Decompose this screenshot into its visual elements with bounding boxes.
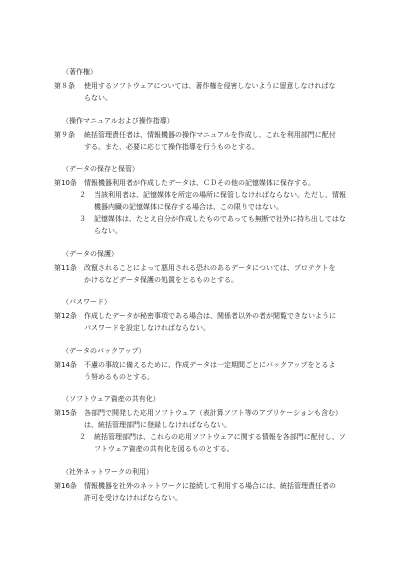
article-section <box>54 298 372 334</box>
text-line: する。また、必要に応じて操作指導を行うものとする。 <box>84 142 259 151</box>
article-number: 第10条 <box>54 179 77 187</box>
text-line: は、統括管理部門に登録しなければならない。 <box>84 421 231 429</box>
article-section <box>54 395 372 455</box>
paragraph-text <box>94 213 372 237</box>
sub-paragraph <box>54 213 372 237</box>
text-line: 当該利用者は、記憶媒体を所定の場所に保管しなければならない。ただし、情報 <box>94 191 346 199</box>
article-text <box>84 480 372 504</box>
article-text <box>84 80 372 104</box>
article-clause <box>54 480 372 504</box>
article-text <box>84 177 372 189</box>
article-heading: （社外ネットワークの利用） <box>62 467 153 476</box>
article-section <box>54 250 372 286</box>
article-heading: （著作権） <box>62 68 97 76</box>
article-text <box>84 129 372 153</box>
text-line: らない。 <box>94 227 122 235</box>
text-line: 情報機器を社外のネットワークに接続して利用する場合には、統括管理責任者の <box>84 481 336 490</box>
article-heading: （ソフトウェア資産の共有化） <box>62 395 160 403</box>
article-heading: （操作マニュアルおよび操作指導） <box>62 116 174 125</box>
text-line: 不慮の事故に備えるために、作成データは一定期間ごとにバックアップをとるよ <box>84 360 336 369</box>
article-number: 第14条 <box>54 360 77 369</box>
text-line: 許可を受けなければならない。 <box>84 493 182 502</box>
article-text <box>84 359 372 383</box>
article-heading: （データの保存と保管） <box>62 165 139 173</box>
text-line: 改竄されることによって悪用される恐れのあるデータについては、プロテクトを <box>84 263 336 272</box>
paragraph-text <box>94 189 372 213</box>
article-clause <box>54 359 372 383</box>
text-line: パスワードを設定しなければならない。 <box>84 324 210 332</box>
paragraph-text <box>94 431 372 455</box>
text-line: らない。 <box>84 94 112 102</box>
article-section <box>54 68 372 104</box>
article-section <box>54 468 372 504</box>
article-clause <box>54 407 372 431</box>
regulations-body <box>54 68 372 516</box>
text-line: 統括管理部門は、これらの応用ソフトウェアに関する情報を各部門に配付し、ソ <box>94 433 346 441</box>
text-line: う努めるものとする。 <box>84 372 154 381</box>
text-line: 作成したデータが秘密事項である場合は、関係者以外の者が閲覧できないように <box>84 312 336 320</box>
article-clause <box>54 310 372 334</box>
article-number: 第15条 <box>54 409 77 417</box>
article-heading: （パスワード） <box>62 298 111 306</box>
article-text <box>84 262 372 286</box>
text-line: 機器内臓の記憶媒体に保存する場合は、この限りではない。 <box>94 203 283 211</box>
article-number: 第16条 <box>54 481 77 490</box>
article-number: 第11条 <box>54 263 77 272</box>
article-clause <box>54 129 372 153</box>
text-line: かけるなどデータ保護の処置をとるものとする。 <box>84 275 238 284</box>
text-line: 使用するソフトウェアについては、著作権を侵害しないように留意しなければな <box>84 82 336 90</box>
article-clause <box>54 80 372 104</box>
article-section <box>54 117 372 153</box>
article-clause <box>54 262 372 286</box>
text-line: 記憶媒体は、たとえ自分が作成したものであっても無断で社外に持ち出してはな <box>94 215 346 223</box>
sub-paragraph <box>54 431 372 455</box>
article-heading: （データの保護） <box>62 249 118 258</box>
article-number: 第９条 <box>54 130 75 139</box>
article-number: 第12条 <box>54 312 77 320</box>
article-section <box>54 347 372 383</box>
article-clause <box>54 177 372 189</box>
sub-paragraph <box>54 189 372 213</box>
text-line: 各部門で開発した応用ソフトウェア（表計算ソフト等のアプリケーションも含む） <box>84 409 343 417</box>
text-line: フトウェア資産の共有化を図るものとする。 <box>94 445 234 453</box>
article-text <box>84 407 372 431</box>
article-section <box>54 165 372 237</box>
text-line: 統括管理責任者は、情報機器の操作マニュアルを作成し、これを利用部門に配付 <box>84 130 336 139</box>
paragraph-number: ２ <box>79 191 86 199</box>
paragraph-number: ２ <box>79 433 86 441</box>
text-line: 情報機器利用者が作成したデータは、ＣＤその他の記憶媒体に保存する。 <box>84 179 315 187</box>
article-heading: （データのバックアップ） <box>62 346 146 355</box>
article-text <box>84 310 372 334</box>
paragraph-number: ３ <box>79 215 86 223</box>
article-number: 第８条 <box>54 82 75 90</box>
